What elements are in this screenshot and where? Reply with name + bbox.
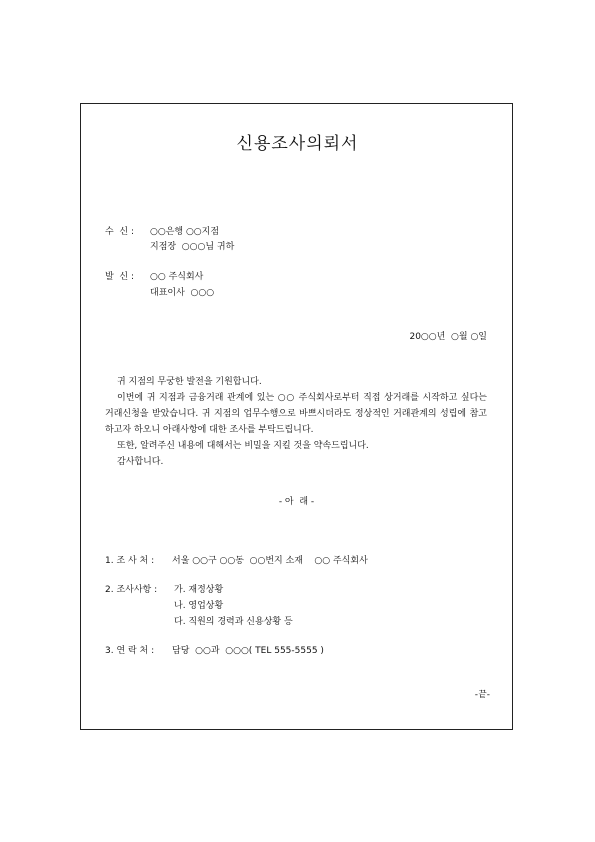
body-paragraph-4: 감사합니다. [117,457,164,467]
item-2-c: 다. 직원의 경력과 신용상황 등 [174,617,293,627]
sender-line2: 대표이사 ○○○ [150,288,215,298]
body-paragraph-2: 이번에 귀 지점과 금융거래 관계에 있는 ○○ 주식회사로부터 직접 상거래를 시작하고 싶다는 거래신청을 받았습니다. 귀 지점의 업무수행으로 바쁘시더라도 정상적인 거래관계의 성립에 참고하고자 하오니 아래사항에 대한 조사를 부탁드립니다. [105,393,487,435]
item-2-b: 나. 영업상황 [174,601,224,611]
sender-line1: ○○ 주식회사 [150,272,204,282]
document-date: 20○○년 ○월 ○일 [409,332,487,342]
recipient-label: 수 신 : [105,227,135,237]
body-paragraph-3: 또한, 알려주신 내용에 대해서는 비밀을 지킬 것을 약속드립니다. [117,441,369,451]
end-mark: -끝- [474,690,490,700]
item-1-label: 1. 조 사 처 : [105,556,155,566]
item-2-a: 가. 재정상황 [174,585,224,595]
document-title: 신용조사의뢰서 [236,134,359,154]
item-1-value: 서울 ○○구 ○○동 ○○번지 소재 ○○ 주식회사 [172,556,368,566]
recipient-line2: 지점장 ○○○님 귀하 [150,242,235,252]
sender-label: 발 신 : [105,272,135,282]
item-2-label: 2. 조사사항 : [105,585,158,595]
item-3-value: 담당 ○○과 ○○○( TEL 555-5555 ) [172,646,324,656]
recipient-line1: ○○은행 ○○지점 [150,227,220,237]
notice-heading: - 아 래 - [278,497,315,507]
item-3-label: 3. 연 락 처 : [105,646,155,656]
body-paragraph-1: 귀 지점의 무궁한 발전을 기원합니다. [117,377,262,387]
